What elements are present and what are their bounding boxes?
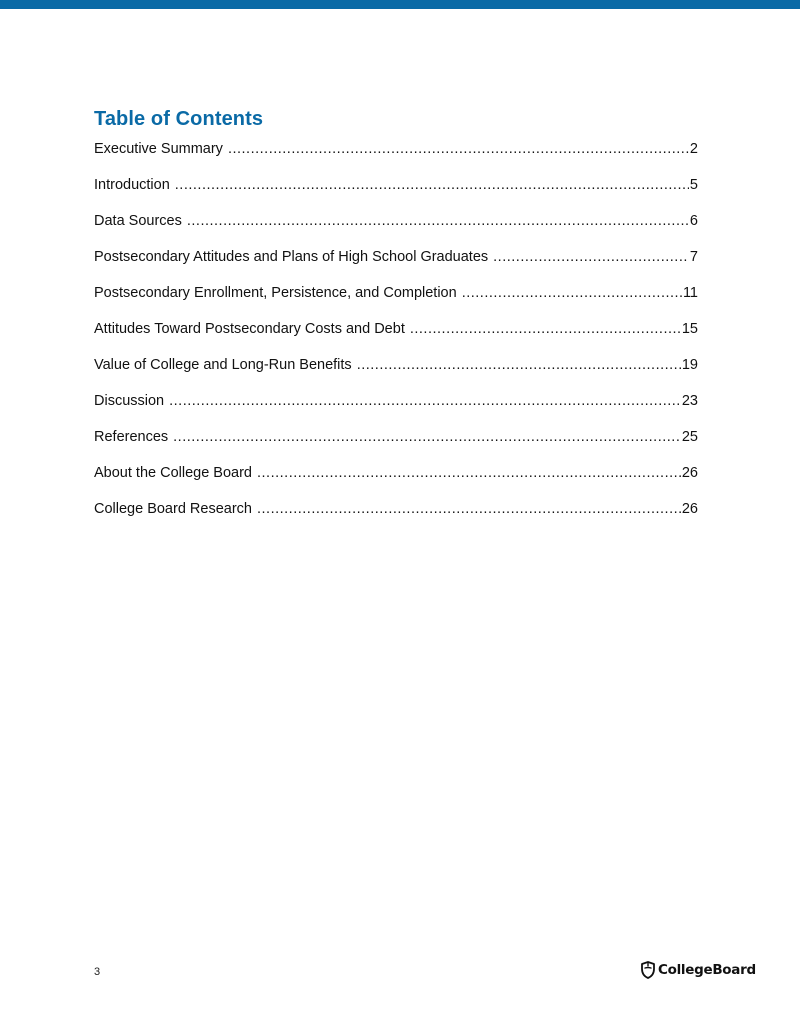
toc-entry-label: College Board Research (94, 501, 252, 517)
toc-entry[interactable] (94, 391, 698, 427)
toc-dot-leader (173, 427, 681, 447)
toc-entry-page: 6 (689, 213, 698, 229)
toc-entry-page: 26 (681, 465, 698, 481)
toc-entry-label: Postsecondary Enrollment, Persistence, and Completion (94, 285, 457, 301)
toc-dot-leader (462, 283, 682, 303)
toc-entry-page: 15 (681, 321, 698, 337)
college-board-logo (640, 960, 756, 980)
toc-entry[interactable] (94, 283, 698, 319)
toc-entry[interactable] (94, 139, 698, 175)
logo-text: CollegeBoard (658, 962, 756, 978)
toc-entry-label: Data Sources (94, 213, 182, 229)
table-of-contents (94, 139, 698, 535)
toc-entry-label: Introduction (94, 177, 170, 193)
toc-entry-label: Attitudes Toward Postsecondary Costs and Debt (94, 321, 405, 337)
toc-entry-page: 11 (682, 285, 698, 301)
toc-entry-label: Executive Summary (94, 141, 223, 157)
page-title: Table of Contents (94, 108, 264, 131)
toc-entry[interactable] (94, 427, 698, 463)
toc-entry-label: Value of College and Long-Run Benefits (94, 357, 352, 373)
toc-entry-label: References (94, 429, 169, 445)
toc-entry[interactable] (94, 355, 698, 391)
toc-dot-leader (257, 499, 681, 519)
toc-entry-page: 19 (681, 357, 698, 373)
toc-entry-page: 25 (681, 429, 698, 445)
toc-dot-leader (357, 355, 681, 375)
toc-entry[interactable] (94, 499, 698, 535)
toc-dot-leader (257, 463, 681, 483)
college-board-acorn-icon (640, 961, 656, 979)
toc-dot-leader (410, 319, 681, 339)
toc-entry-page: 23 (681, 393, 698, 409)
toc-entry-label: Postsecondary Attitudes and Plans of High School Graduates (94, 249, 489, 265)
toc-entry-label: About the College Board (94, 465, 252, 481)
toc-dot-leader (187, 211, 689, 231)
toc-entry[interactable] (94, 211, 698, 247)
toc-entry[interactable] (94, 463, 698, 499)
toc-dot-leader (175, 175, 689, 195)
toc-entry[interactable] (94, 247, 698, 283)
toc-entry-page: 2 (689, 141, 698, 157)
toc-dot-leader (169, 391, 681, 411)
toc-entry-label: Discussion (94, 393, 165, 409)
toc-dot-leader (228, 139, 689, 159)
toc-entry[interactable] (94, 175, 698, 211)
toc-entry-page: 5 (689, 177, 698, 193)
toc-entry-page: 26 (681, 501, 698, 517)
toc-dot-leader (493, 247, 689, 267)
toc-entry[interactable] (94, 319, 698, 355)
toc-entry-page: 7 (689, 249, 698, 265)
page-number: 3 (94, 966, 101, 978)
top-accent-bar (0, 0, 800, 9)
